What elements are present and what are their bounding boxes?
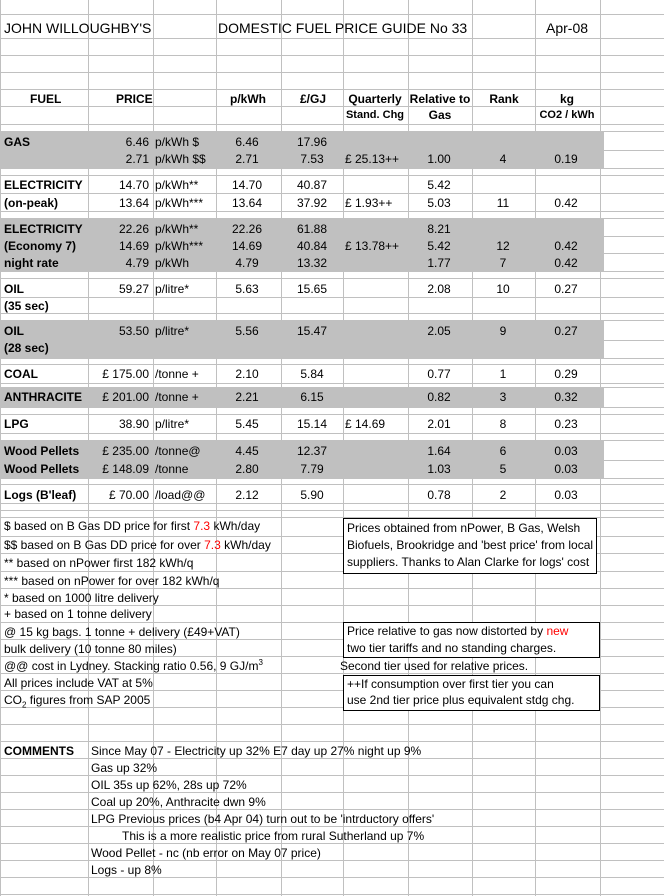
cell-lpg-pkwh: 5.45 xyxy=(235,417,259,431)
note-superscript: 3 xyxy=(258,658,263,667)
note-at: @ 15 kg bags. 1 tonne + delivery (£49+VAT) xyxy=(4,625,240,639)
cell-wood-2-rank: 5 xyxy=(499,462,507,476)
cell-oil28-1-co2: 0.27 xyxy=(554,324,578,338)
cell-oil35-1-pgj: 15.65 xyxy=(296,282,328,296)
col-pkwh: p/kWh xyxy=(230,92,266,106)
cell-elec-2-rel: 5.03 xyxy=(427,196,451,210)
cell-e7-1-fuel: ELECTRICITY xyxy=(4,222,83,236)
cell-gas-1-price: 6.46 xyxy=(125,135,149,149)
cell-coal-pgj: 5.84 xyxy=(300,367,324,381)
cell-elec-1-rank xyxy=(472,177,534,193)
cell-lpg-price: 38.90 xyxy=(118,417,149,431)
cell-gas-1-pkwh: 6.46 xyxy=(235,135,259,149)
cell-oil35-1-co2: 0.27 xyxy=(554,282,578,296)
cell-e7-3-rank: 7 xyxy=(499,256,507,270)
cell-wood-1-unit: /tonne@ xyxy=(155,444,201,458)
cell-anthracite-pkwh: 2.21 xyxy=(235,390,259,404)
cell-elec-2-pgj: 37.92 xyxy=(296,196,328,210)
cell-coal-co2: 0.29 xyxy=(554,367,578,381)
comment-2: Gas up 32% xyxy=(91,761,158,775)
cell-e7-1-price: 22.26 xyxy=(118,222,149,236)
cell-elec-1-rel: 5.42 xyxy=(427,178,451,192)
note-text: kWh/day xyxy=(220,538,271,552)
cell-e7-1-unit: p/kWh** xyxy=(155,222,199,236)
cell-coal-fuel: COAL xyxy=(4,367,38,381)
cell-logs-pkwh: 2.12 xyxy=(235,488,259,502)
cell-wood-1-rank: 6 xyxy=(499,444,507,458)
cell-logs-price: £ 70.00 xyxy=(108,488,149,502)
cell-elec-2-qsc: £ 1.93++ xyxy=(345,196,393,210)
sources-line-3: suppliers. Thanks to Alan Clarke for logs' cost xyxy=(347,555,590,569)
col-rank: Rank xyxy=(489,92,519,106)
comment-1: Since May 07 - Electricity up 32% E7 day up 27% night up 9% xyxy=(91,744,422,758)
cell-e7-2-pkwh: 14.69 xyxy=(231,239,263,253)
cell-anthracite-co2: 0.32 xyxy=(554,390,578,404)
cell-gas-2-pkwh: 2.71 xyxy=(235,152,259,166)
cell-elec-1-co2 xyxy=(535,177,597,193)
cell-oil28-1-rank: 9 xyxy=(499,324,507,338)
sources-line-1: Prices obtained from nPower, B Gas, Welsh xyxy=(347,521,581,535)
cell-wood-1-pkwh: 4.45 xyxy=(235,444,259,458)
cell-anthracite-unit: /tonne + xyxy=(155,390,199,404)
note-co2 xyxy=(4,692,150,708)
cell-e7-3-pgj: 13.32 xyxy=(296,256,328,270)
col-quarterly: Quarterly xyxy=(348,92,402,106)
distortion-text: Price relative to gas now distorted by xyxy=(347,624,547,638)
cell-logs-pgj: 5.90 xyxy=(300,488,324,502)
cell-coal-unit: /tonne + xyxy=(155,367,199,381)
cell-gas-2-unit: p/kWh $$ xyxy=(155,152,206,166)
cell-oil35-1-price: 59.27 xyxy=(118,282,149,296)
note-subscript: 2 xyxy=(22,700,27,710)
author-name: JOHN WILLOUGHBY'S xyxy=(4,20,152,36)
col-price: PRICE xyxy=(116,92,153,106)
note-star: * based on 1000 litre delivery xyxy=(4,591,159,605)
cell-oil28-1-pkwh: 5.56 xyxy=(235,324,259,338)
col-co2: CO2 / kWh xyxy=(539,109,595,121)
cell-lpg-unit: p/litre* xyxy=(155,417,190,431)
cell-e7-2-fuel: (Economy 7) xyxy=(4,239,77,253)
comment-4: Coal up 20%, Anthracite dwn 9% xyxy=(91,795,266,809)
comment-5: LPG Previous prices (b4 Apr 04) turn out to be 'intrductory offers' xyxy=(91,812,435,826)
cell-wood-1-fuel: Wood Pellets xyxy=(4,444,80,458)
note-text: figures from SAP 2005 xyxy=(26,693,151,707)
cell-e7-3-price: 4.79 xyxy=(125,256,149,270)
note-text: $$ based on B Gas DD price for over xyxy=(4,538,205,552)
cell-oil28-2-fuel: (28 sec) xyxy=(4,341,49,355)
cell-coal-pkwh: 2.10 xyxy=(235,367,259,381)
note-dollar xyxy=(4,518,260,534)
cell-elec-2-unit: p/kWh*** xyxy=(155,196,204,210)
cell-wood-1-pgj: 12.37 xyxy=(296,444,328,458)
cell-logs-co2: 0.03 xyxy=(554,488,578,502)
note-text: @@ cost in Lydney. Stacking ratio 0.56, 9 GJ/m xyxy=(4,659,259,673)
cell-gas-1-unit: p/kWh $ xyxy=(155,135,200,149)
col-kg: kg xyxy=(559,92,574,106)
comment-7: Wood Pellet - nc (nb error on May 07 price) xyxy=(91,846,321,860)
cell-logs-unit: /load@@ xyxy=(155,488,206,502)
issue-date: Apr-08 xyxy=(546,20,589,36)
cell-logs-fuel: Logs (B'leaf) xyxy=(4,488,77,502)
cell-gas-1-fuel: GAS xyxy=(4,135,31,149)
col-relative: Relative to xyxy=(409,92,471,106)
cell-oil28-1-unit: p/litre* xyxy=(155,324,190,338)
cell-oil28-1-rel: 2.05 xyxy=(427,324,451,338)
cell-e7-2-qsc: £ 13.78++ xyxy=(345,239,400,253)
cell-logs-rel: 0.78 xyxy=(427,488,451,502)
comment-6: This is a more realistic price from rural Sutherland up 7% xyxy=(122,829,425,843)
cell-oil28-1-price: 53.50 xyxy=(118,324,149,338)
cell-e7-3-rel: 1.77 xyxy=(427,256,451,270)
cell-gas-2-rank: 4 xyxy=(499,152,507,166)
cell-elec-1-fuel: ELECTRICITY xyxy=(4,178,83,192)
col-stand-chg: Stand. Chg xyxy=(345,109,405,121)
tier-line-2: use 2nd tier price plus equivalent stdg chg. xyxy=(347,693,575,707)
cell-gas-1-rank xyxy=(472,134,534,150)
cell-oil28-1-fuel: OIL xyxy=(4,324,24,338)
cell-lpg-co2: 0.23 xyxy=(554,417,578,431)
note-bulk: bulk delivery (10 tonne 80 miles) xyxy=(4,642,177,656)
note-triple-star: *** based on nPower for over 182 kWh/q xyxy=(4,574,220,588)
cell-wood-2-co2: 0.03 xyxy=(554,462,578,476)
comment-8: Logs - up 8% xyxy=(91,863,162,877)
cell-e7-2-rank: 12 xyxy=(496,239,510,253)
cell-logs-rank: 2 xyxy=(499,488,507,502)
cell-anthracite-price: £ 201.00 xyxy=(102,390,149,404)
cell-anthracite-pgj: 6.15 xyxy=(300,390,324,404)
sources-line-2: Biofuels, Brookridge and 'best price' from local xyxy=(347,538,594,552)
cell-e7-2-rel: 5.42 xyxy=(427,239,451,253)
col-pgj: £/GJ xyxy=(300,92,327,106)
tier-line-1: ++If consumption over first tier you can xyxy=(347,677,554,691)
cell-gas-1-rel xyxy=(408,134,470,150)
cell-e7-2-co2: 0.42 xyxy=(554,239,578,253)
cell-lpg-pgj: 15.14 xyxy=(296,417,328,431)
cell-e7-1-pgj: 61.88 xyxy=(296,222,328,236)
note-highlight: 7.3 xyxy=(204,538,221,552)
cell-wood-1-rel: 1.64 xyxy=(427,444,451,458)
cell-e7-1-rel: 8.21 xyxy=(427,222,451,236)
cell-wood-1-co2: 0.03 xyxy=(554,444,578,458)
cell-coal-price: £ 175.00 xyxy=(102,367,149,381)
cell-oil35-1-rank: 10 xyxy=(496,282,510,296)
cell-oil35-1-pkwh: 5.63 xyxy=(235,282,259,296)
cell-elec-2-rank: 11 xyxy=(496,196,510,210)
cell-e7-1-pkwh: 22.26 xyxy=(231,222,263,236)
note-plus: + based on 1 tonne delivery xyxy=(4,607,152,621)
cell-gas-2-qsc: £ 25.13++ xyxy=(345,152,400,166)
cell-wood-1-price: £ 235.00 xyxy=(102,444,149,458)
note-double-at xyxy=(4,658,263,674)
cell-wood-2-unit: /tonne xyxy=(155,462,189,476)
cell-oil35-1-unit: p/litre* xyxy=(155,282,190,296)
cell-anthracite-rel: 0.82 xyxy=(427,390,451,404)
cell-wood-2-price: £ 148.09 xyxy=(102,462,149,476)
cell-gas-2-pgj: 7.53 xyxy=(300,152,324,166)
cell-wood-2-rel: 1.03 xyxy=(427,462,451,476)
note-text: CO xyxy=(4,693,22,707)
cell-e7-1-co2 xyxy=(535,221,597,237)
cell-gas-1-co2 xyxy=(535,134,597,150)
note-vat: All prices include VAT at 5% xyxy=(4,676,153,690)
cell-lpg-qsc: £ 14.69 xyxy=(345,417,386,431)
note-double-dollar xyxy=(4,537,271,553)
cell-e7-2-price: 14.69 xyxy=(118,239,149,253)
note-highlight: 7.3 xyxy=(193,519,211,533)
comment-3: OIL 35s up 62%, 28s up 72% xyxy=(91,778,247,792)
cell-gas-2-co2: 0.19 xyxy=(554,152,578,166)
cell-elec-1-unit: p/kWh** xyxy=(155,178,199,192)
distortion-highlight: new xyxy=(546,624,569,638)
cell-e7-1-rank xyxy=(472,221,534,237)
col-gas: Gas xyxy=(428,108,452,122)
cell-coal-rank: 1 xyxy=(499,367,507,381)
cell-oil35-1-fuel: OIL xyxy=(4,282,24,296)
comments-label: COMMENTS xyxy=(4,744,74,758)
cell-elec-1-pgj: 40.87 xyxy=(296,178,328,192)
cell-e7-2-unit: p/kWh*** xyxy=(155,239,204,253)
cell-elec-2-fuel: (on-peak) xyxy=(4,196,58,210)
distortion-line-2: two tier tariffs and no standing charges. xyxy=(347,641,557,655)
cell-oil35-2-fuel: (35 sec) xyxy=(4,299,49,313)
cell-coal-rel: 0.77 xyxy=(427,367,451,381)
cell-elec-1-price: 14.70 xyxy=(118,178,149,192)
cell-e7-3-co2: 0.42 xyxy=(554,256,578,270)
cell-gas-1-pgj: 17.96 xyxy=(296,135,328,149)
distortion-line-1 xyxy=(347,623,568,639)
note-text: $ based on B Gas DD price for first xyxy=(4,519,194,533)
cell-e7-2-pgj: 40.84 xyxy=(296,239,328,253)
col-fuel: FUEL xyxy=(30,92,62,106)
cell-elec-2-pkwh: 13.64 xyxy=(231,196,263,210)
note-double-star: ** based on nPower first 182 kWh/q xyxy=(4,556,194,570)
cell-lpg-rel: 2.01 xyxy=(427,417,451,431)
cell-wood-2-pkwh: 2.80 xyxy=(235,462,259,476)
cell-e7-3-pkwh: 4.79 xyxy=(235,256,259,270)
cell-oil28-1-pgj: 15.47 xyxy=(296,324,328,338)
page-title: DOMESTIC FUEL PRICE GUIDE No 33 xyxy=(218,20,468,36)
cell-elec-2-price: 13.64 xyxy=(118,196,149,210)
cell-elec-1-pkwh: 14.70 xyxy=(231,178,263,192)
cell-anthracite-rank: 3 xyxy=(499,390,507,404)
cell-gas-2-price: 2.71 xyxy=(125,152,149,166)
cell-elec-2-co2: 0.42 xyxy=(554,196,578,210)
cell-e7-3-fuel: night rate xyxy=(4,256,59,270)
cell-oil35-1-rel: 2.08 xyxy=(427,282,451,296)
cell-wood-2-pgj: 7.79 xyxy=(300,462,324,476)
cell-anthracite-fuel: ANTHRACITE xyxy=(4,390,82,404)
note-text: kWh/day xyxy=(210,519,261,533)
second-tier-note: Second tier used for relative prices. xyxy=(340,659,529,673)
cell-lpg-rank: 8 xyxy=(499,417,507,431)
cell-gas-2-rel: 1.00 xyxy=(427,152,451,166)
cell-lpg-fuel: LPG xyxy=(4,417,29,431)
cell-wood-2-fuel: Wood Pellets xyxy=(4,462,80,476)
cell-e7-3-unit: p/kWh xyxy=(155,256,190,270)
